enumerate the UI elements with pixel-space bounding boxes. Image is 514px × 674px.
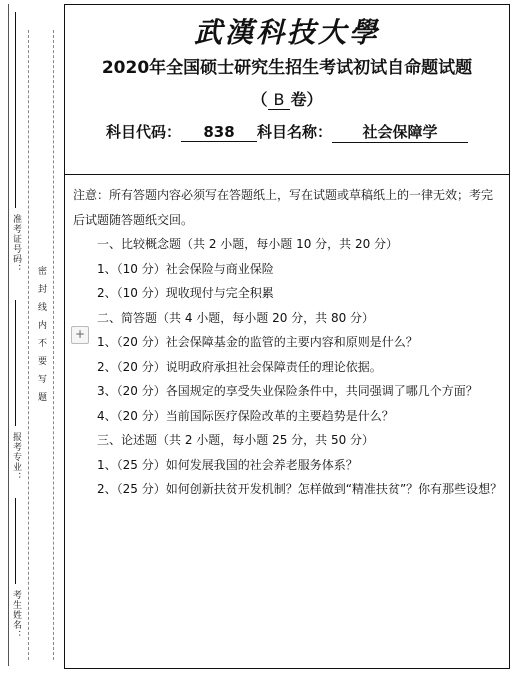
binding-margin <box>0 0 62 674</box>
registration-label: 报考专业： <box>11 432 21 482</box>
question-item: 3、（20 分）各国规定的享受失业保险条件中，共同强调了哪几个方面？ <box>97 384 478 398</box>
name-blank[interactable] <box>15 498 16 584</box>
section-heading: 二、简答题（共 4 小题，每小题 20 分，共 80 分） <box>97 310 375 325</box>
question-item: 1、（20 分）社会保障基金的监管的主要内容和原则是什么？ <box>97 335 418 349</box>
name-label: 考生姓名： <box>11 590 21 640</box>
subject-name: 社会保障学 <box>332 121 468 143</box>
subject-line <box>65 121 509 143</box>
question-item: 2、（20 分）说明政府承担社会保障责任的理论依据。 <box>97 359 382 374</box>
question-item: 1、（25 分）如何发展我国的社会养老服务体系？ <box>97 457 358 472</box>
question-item: 1、（10 分）社会保险与商业保险 <box>97 261 274 276</box>
exam-header <box>64 4 510 175</box>
subject-code: 838 <box>181 123 257 142</box>
section-heading: 一、比较概念题（共 2 小题，每小题 10 分，共 20 分） <box>97 237 399 251</box>
exam-number-blank[interactable] <box>15 12 16 208</box>
paper-type <box>65 87 509 110</box>
seal-line-right <box>53 30 54 660</box>
margin-line-outer <box>8 4 9 666</box>
subject-name-label: 科目名称： <box>257 123 333 141</box>
question-content <box>73 183 503 502</box>
university-logo: 武漢科技大學 <box>193 16 380 49</box>
exam-number-label: 准考证号码： <box>11 214 21 274</box>
subject-code-label: 科目代码： <box>105 123 181 141</box>
registration-blank[interactable] <box>15 300 16 426</box>
question-item: 2、（25 分）如何创新扶贫开发机制？怎样做到“精准扶贫”？你有那些设想？ <box>97 482 503 496</box>
question-item: 2、（10 分）现收现付与完全积累 <box>97 286 274 300</box>
section-heading: 三、论述题（共 2 小题，每小题 25 分，共 50 分） <box>97 433 375 447</box>
paper-close: 卷） <box>290 90 323 109</box>
exam-body <box>64 174 510 669</box>
paper-type-code: B <box>268 90 291 110</box>
paper-open: （ <box>251 90 268 109</box>
question-item: 4、（20 分）当前国际医疗保险改革的主要趋势是什么？ <box>97 408 394 423</box>
seal-note: 密封线内不要写题 <box>36 266 46 410</box>
add-button[interactable]: + <box>71 326 89 344</box>
exam-title: 2020年全国硕士研究生招生考试初试自命题试题 <box>101 58 473 78</box>
seal-line-left <box>28 30 29 660</box>
notice: 注意：所有答题内容必须写在答题纸上，写在试题或草稿纸上的一律无效；考完后试题随答题纸交回。 <box>73 188 494 227</box>
